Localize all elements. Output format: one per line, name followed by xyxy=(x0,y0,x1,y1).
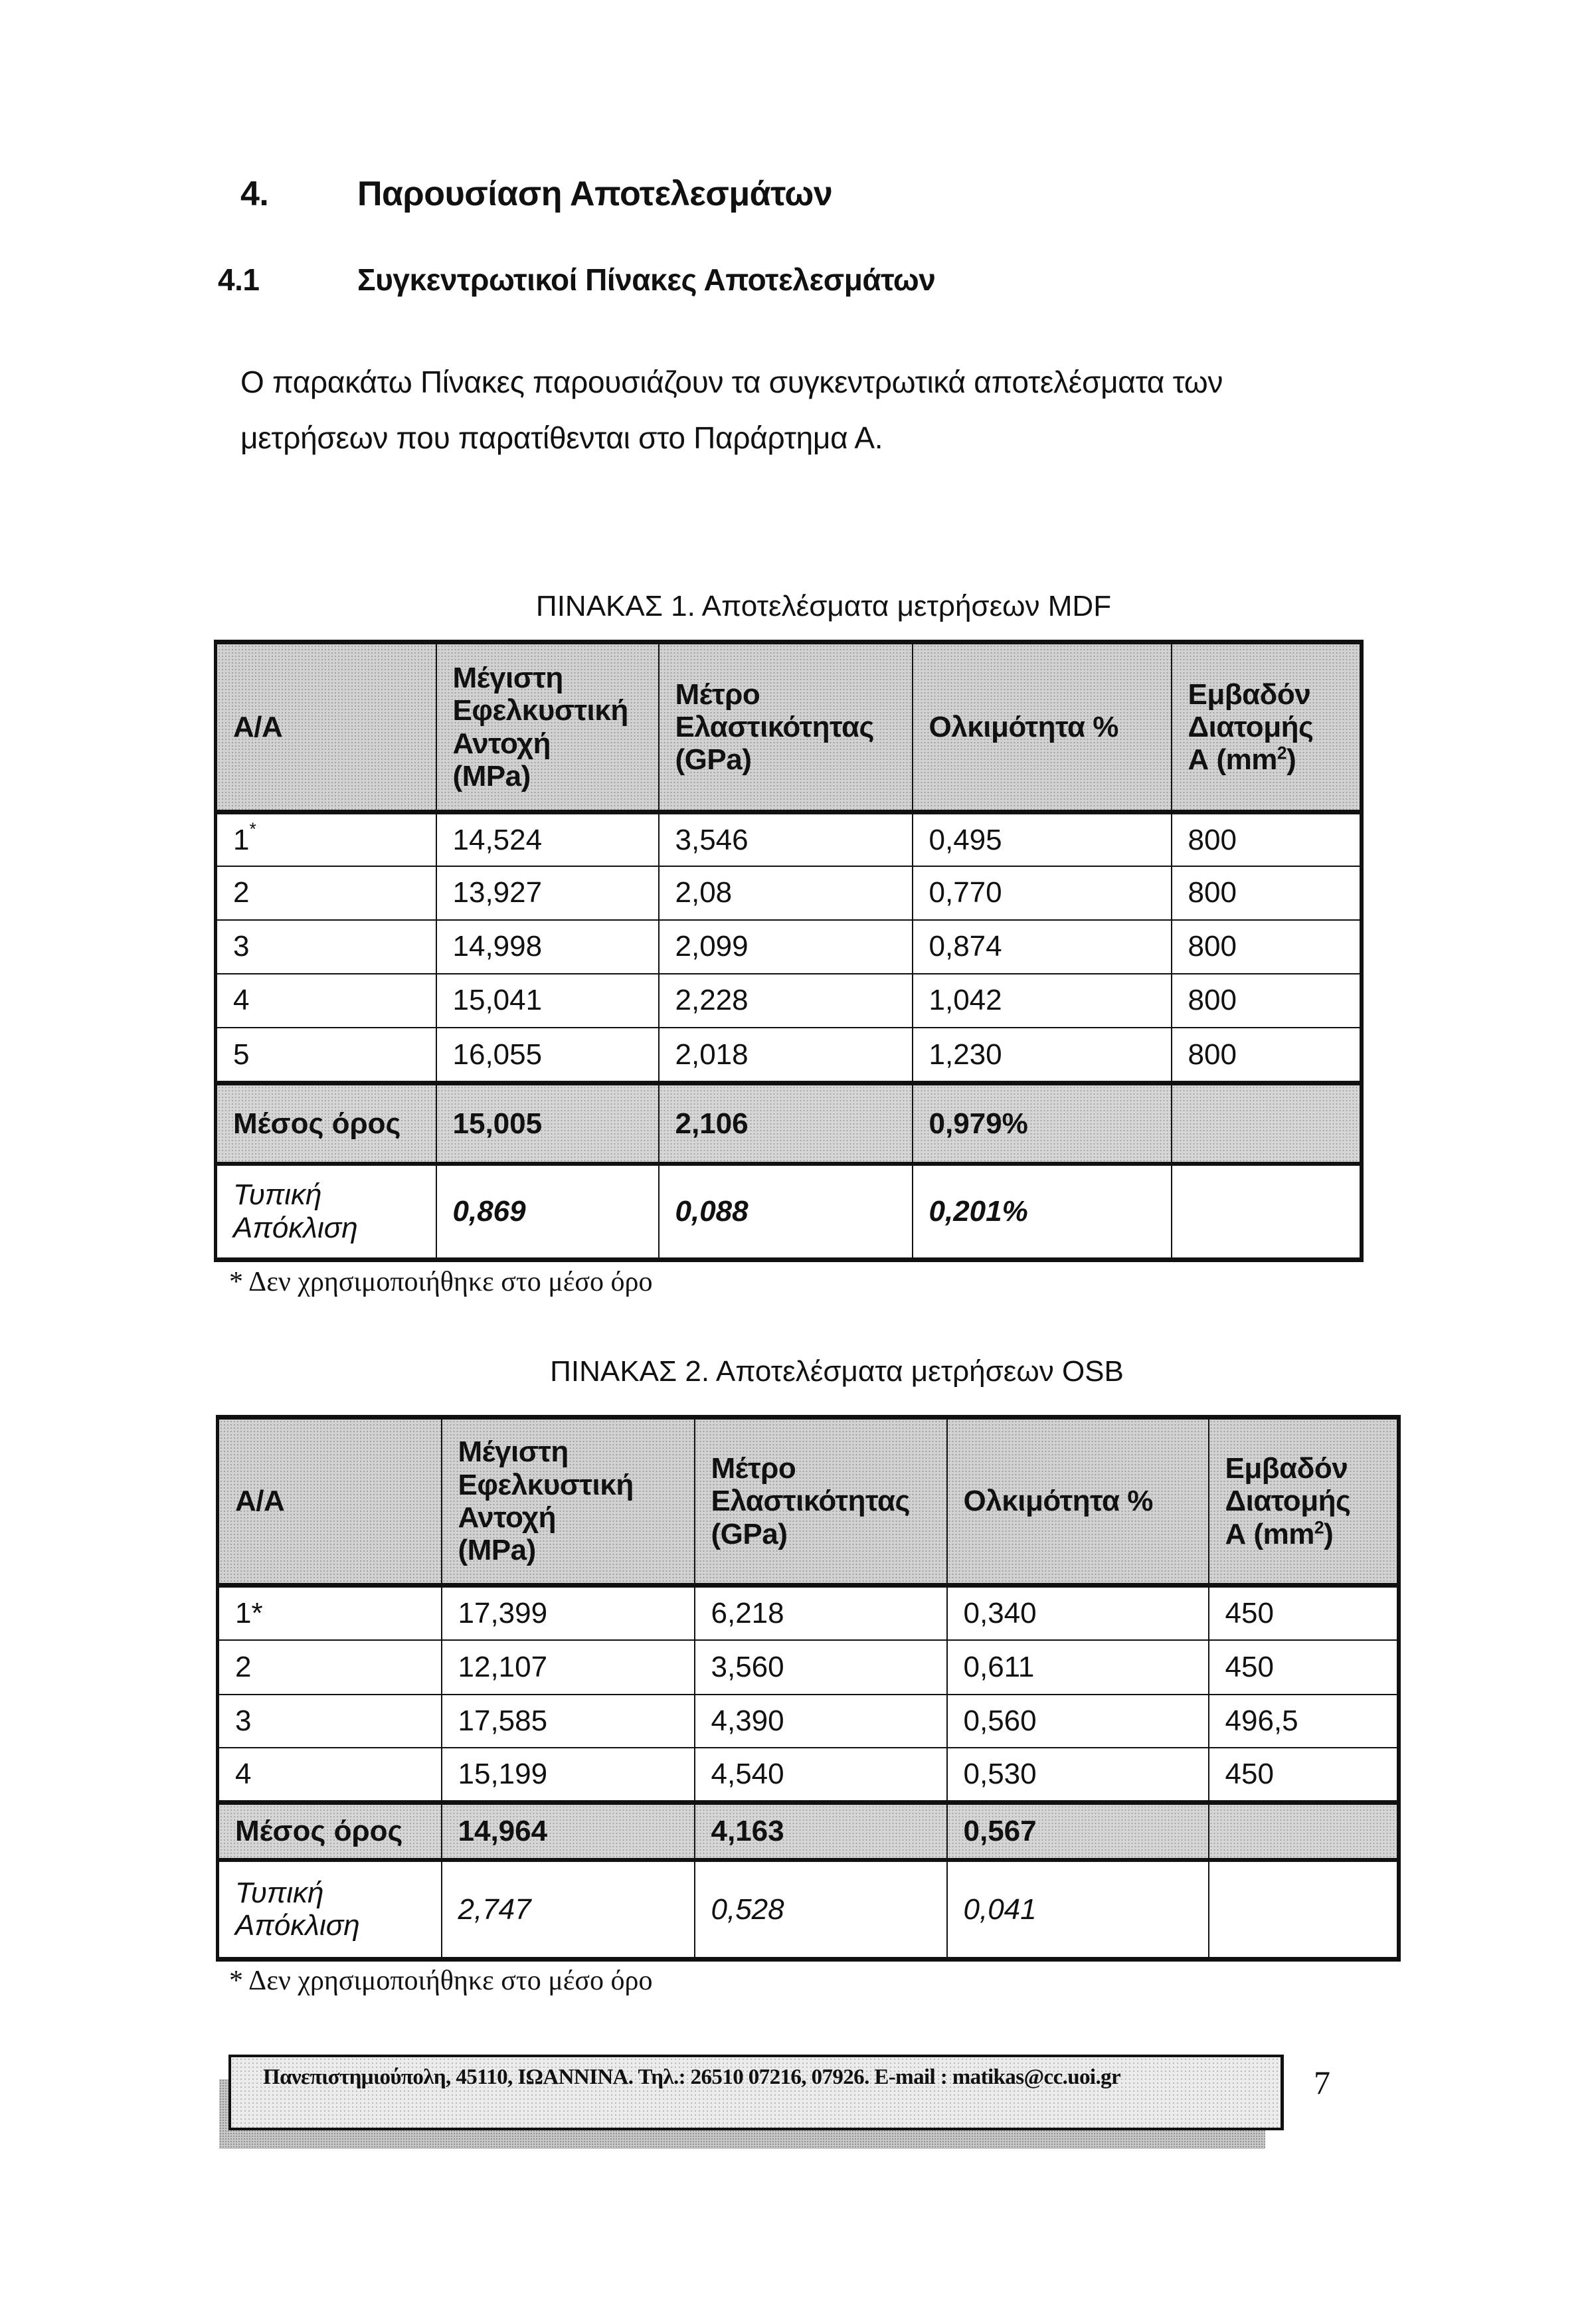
header-line: Ελαστικότητας xyxy=(675,710,874,743)
cell-tensile: 12,107 xyxy=(442,1640,695,1695)
page-number: 7 xyxy=(1314,2064,1330,2101)
cell-aa: 5 xyxy=(216,1028,436,1083)
cell-tensile: 14,998 xyxy=(436,920,659,974)
mean-label: Μέσος όρος xyxy=(216,1083,436,1164)
excluded-marker: * xyxy=(249,818,256,839)
cell-ductility: 0,495 xyxy=(913,812,1172,866)
cell-modulus: 3,546 xyxy=(659,812,913,866)
cell-area: 450 xyxy=(1209,1640,1399,1695)
header-line: Εφελκυστική xyxy=(458,1468,634,1501)
std-dev-label: Τυπική Απόκλιση xyxy=(216,1164,436,1260)
cell-ductility: 1,042 xyxy=(913,974,1172,1028)
mean-modulus: 4,163 xyxy=(695,1803,947,1860)
table-row xyxy=(218,1586,1399,1640)
std-modulus: 0,088 xyxy=(659,1164,913,1260)
cell-area: 800 xyxy=(1172,920,1362,974)
cell-modulus: 4,390 xyxy=(695,1695,947,1748)
cell-aa: 1* xyxy=(218,1586,442,1640)
std-tensile: 0,869 xyxy=(436,1164,659,1260)
std-dev-label: Τυπική Απόκλιση xyxy=(218,1860,442,1960)
header-tensile-strength xyxy=(442,1418,695,1586)
header-line: Μέγιστη xyxy=(458,1435,569,1469)
mean-modulus: 2,106 xyxy=(659,1083,913,1164)
header-line: (MPa) xyxy=(452,759,531,792)
cell-area: 800 xyxy=(1172,1028,1362,1083)
mean-ductility: 0,567 xyxy=(947,1803,1209,1860)
header-line: Εμβαδόν xyxy=(1225,1452,1348,1485)
cell-tensile: 15,041 xyxy=(436,974,659,1028)
std-area xyxy=(1172,1164,1362,1260)
table1-footnote: * Δεν χρησιμοποιήθηκε στο μέσο όρο xyxy=(229,1267,653,1297)
std-dev-row xyxy=(216,1164,1362,1260)
table-header-row xyxy=(216,642,1362,812)
header-line: (GPa) xyxy=(711,1517,788,1550)
header-line: Μέτρο xyxy=(711,1452,796,1485)
table-row xyxy=(216,866,1362,920)
mean-label: Μέσος όρος xyxy=(218,1803,442,1860)
mean-ductility: 0,979% xyxy=(913,1083,1172,1164)
section-number: 4. xyxy=(240,175,269,213)
cell-area: 450 xyxy=(1209,1748,1399,1803)
header-line: Μέγιστη xyxy=(452,661,563,694)
cell-ductility: 0,770 xyxy=(913,866,1172,920)
cell-tensile: 14,524 xyxy=(436,812,659,866)
cell-aa: 3 xyxy=(218,1695,442,1748)
header-elastic-modulus xyxy=(659,642,913,812)
superscript: 2 xyxy=(1314,1517,1324,1537)
table-row xyxy=(216,974,1362,1028)
std-tensile: 2,747 xyxy=(442,1860,695,1960)
superscript: 2 xyxy=(1277,743,1287,763)
cell-tensile: 17,399 xyxy=(442,1586,695,1640)
std-ductility: 0,041 xyxy=(947,1860,1209,1960)
table-row xyxy=(218,1640,1399,1695)
intro-line-1: Ο παρακάτω Πίνακες παρουσιάζουν τα συγκεντρωτικά αποτελέσματα των xyxy=(240,365,1223,399)
cell-modulus: 2,099 xyxy=(659,920,913,974)
std-dev-row xyxy=(218,1860,1399,1960)
table2-osb-results xyxy=(216,1415,1401,1962)
footer-contact-box xyxy=(228,2055,1284,2130)
table2-caption: ΠΙΝΑΚΑΣ 2. Αποτελέσματα μετρήσεων OSB xyxy=(550,1355,1124,1388)
cell-tensile: 15,199 xyxy=(442,1748,695,1803)
header-line: (MPa) xyxy=(458,1534,536,1567)
cell-tensile: 13,927 xyxy=(436,866,659,920)
cell-modulus: 6,218 xyxy=(695,1586,947,1640)
mean-area xyxy=(1172,1083,1362,1164)
mean-tensile: 14,964 xyxy=(442,1803,695,1860)
header-line: Εμβαδόν xyxy=(1188,678,1311,711)
header-line: Διατομής xyxy=(1225,1485,1351,1518)
header-line: ) xyxy=(1324,1517,1334,1550)
cell-area: 800 xyxy=(1172,812,1362,866)
header-ductility: Ολκιμότητα % xyxy=(913,642,1172,812)
cell-area: 800 xyxy=(1172,974,1362,1028)
cell-ductility: 0,874 xyxy=(913,920,1172,974)
mean-area xyxy=(1209,1803,1399,1860)
cell-modulus: 3,560 xyxy=(695,1640,947,1695)
cell-ductility: 0,611 xyxy=(947,1640,1209,1695)
header-line: ) xyxy=(1286,743,1296,777)
cell-ductility: 0,530 xyxy=(947,1748,1209,1803)
header-line: Εφελκυστική xyxy=(452,694,628,727)
cell-aa: 4 xyxy=(218,1748,442,1803)
table-header-row xyxy=(218,1418,1399,1586)
cell-aa: 3 xyxy=(216,920,436,974)
header-cross-section-area xyxy=(1172,642,1362,812)
cell-modulus: 2,228 xyxy=(659,974,913,1028)
header-line: (GPa) xyxy=(675,743,752,777)
footer-contact-text: Πανεπιστημιούπολη, 45110, ΙΩΑΝΝΙΝΑ. Τηλ.: 26510 07216, 07926. E-mail : matikas@cc.uoi.gr xyxy=(263,2065,1121,2089)
header-line: Αντοχή xyxy=(452,727,551,760)
header-line: Διατομής xyxy=(1188,710,1314,743)
cell-aa: 2 xyxy=(216,866,436,920)
cell-ductility: 0,340 xyxy=(947,1586,1209,1640)
mean-tensile: 15,005 xyxy=(436,1083,659,1164)
subsection-title: Συγκεντρωτικοί Πίνακες Αποτελεσμάτων xyxy=(357,262,936,297)
table-row xyxy=(216,920,1362,974)
cell-tensile: 17,585 xyxy=(442,1695,695,1748)
cell-modulus: 4,540 xyxy=(695,1748,947,1803)
cell-area: 496,5 xyxy=(1209,1695,1399,1748)
section-title: Παρουσίαση Αποτελεσμάτων xyxy=(357,175,833,213)
cell-tensile: 16,055 xyxy=(436,1028,659,1083)
table-row xyxy=(216,1028,1362,1083)
table1-mdf-results xyxy=(214,640,1364,1262)
cell-area: 450 xyxy=(1209,1586,1399,1640)
header-line: Ελαστικότητας xyxy=(711,1485,910,1518)
cell-ductility: 1,230 xyxy=(913,1028,1172,1083)
header-ductility: Ολκιμότητα % xyxy=(947,1418,1209,1586)
header-aa: Α/Α xyxy=(218,1418,442,1586)
cell-modulus: 2,08 xyxy=(659,866,913,920)
table2-footnote: * Δεν χρησιμοποιήθηκε στο μέσο όρο xyxy=(229,1966,653,1996)
subsection-number: 4.1 xyxy=(218,262,260,297)
header-line: Α (mm xyxy=(1188,743,1277,777)
header-cross-section-area xyxy=(1209,1418,1399,1586)
cell-modulus: 2,018 xyxy=(659,1028,913,1083)
cell-area: 800 xyxy=(1172,866,1362,920)
header-line: Α (mm xyxy=(1225,1517,1314,1550)
mean-row xyxy=(218,1803,1399,1860)
header-elastic-modulus xyxy=(695,1418,947,1586)
header-line: Αντοχή xyxy=(458,1501,557,1534)
header-tensile-strength xyxy=(436,642,659,812)
table-row xyxy=(218,1695,1399,1748)
mean-row xyxy=(216,1083,1362,1164)
cell-ductility: 0,560 xyxy=(947,1695,1209,1748)
std-modulus: 0,528 xyxy=(695,1860,947,1960)
cell-aa: 1* xyxy=(216,812,436,866)
header-aa: Α/Α xyxy=(216,642,436,812)
std-ductility: 0,201% xyxy=(913,1164,1172,1260)
intro-line-2: μετρήσεων που παρατίθενται στο Παράρτημα Α. xyxy=(240,420,883,455)
table-row xyxy=(218,1748,1399,1803)
table1-caption: ΠΙΝΑΚΑΣ 1. Αποτελέσματα μετρήσεων MDF xyxy=(535,590,1112,622)
table-row xyxy=(216,812,1362,866)
std-area xyxy=(1209,1860,1399,1960)
header-line: Μέτρο xyxy=(675,678,760,711)
cell-aa: 4 xyxy=(216,974,436,1028)
cell-aa: 2 xyxy=(218,1640,442,1695)
